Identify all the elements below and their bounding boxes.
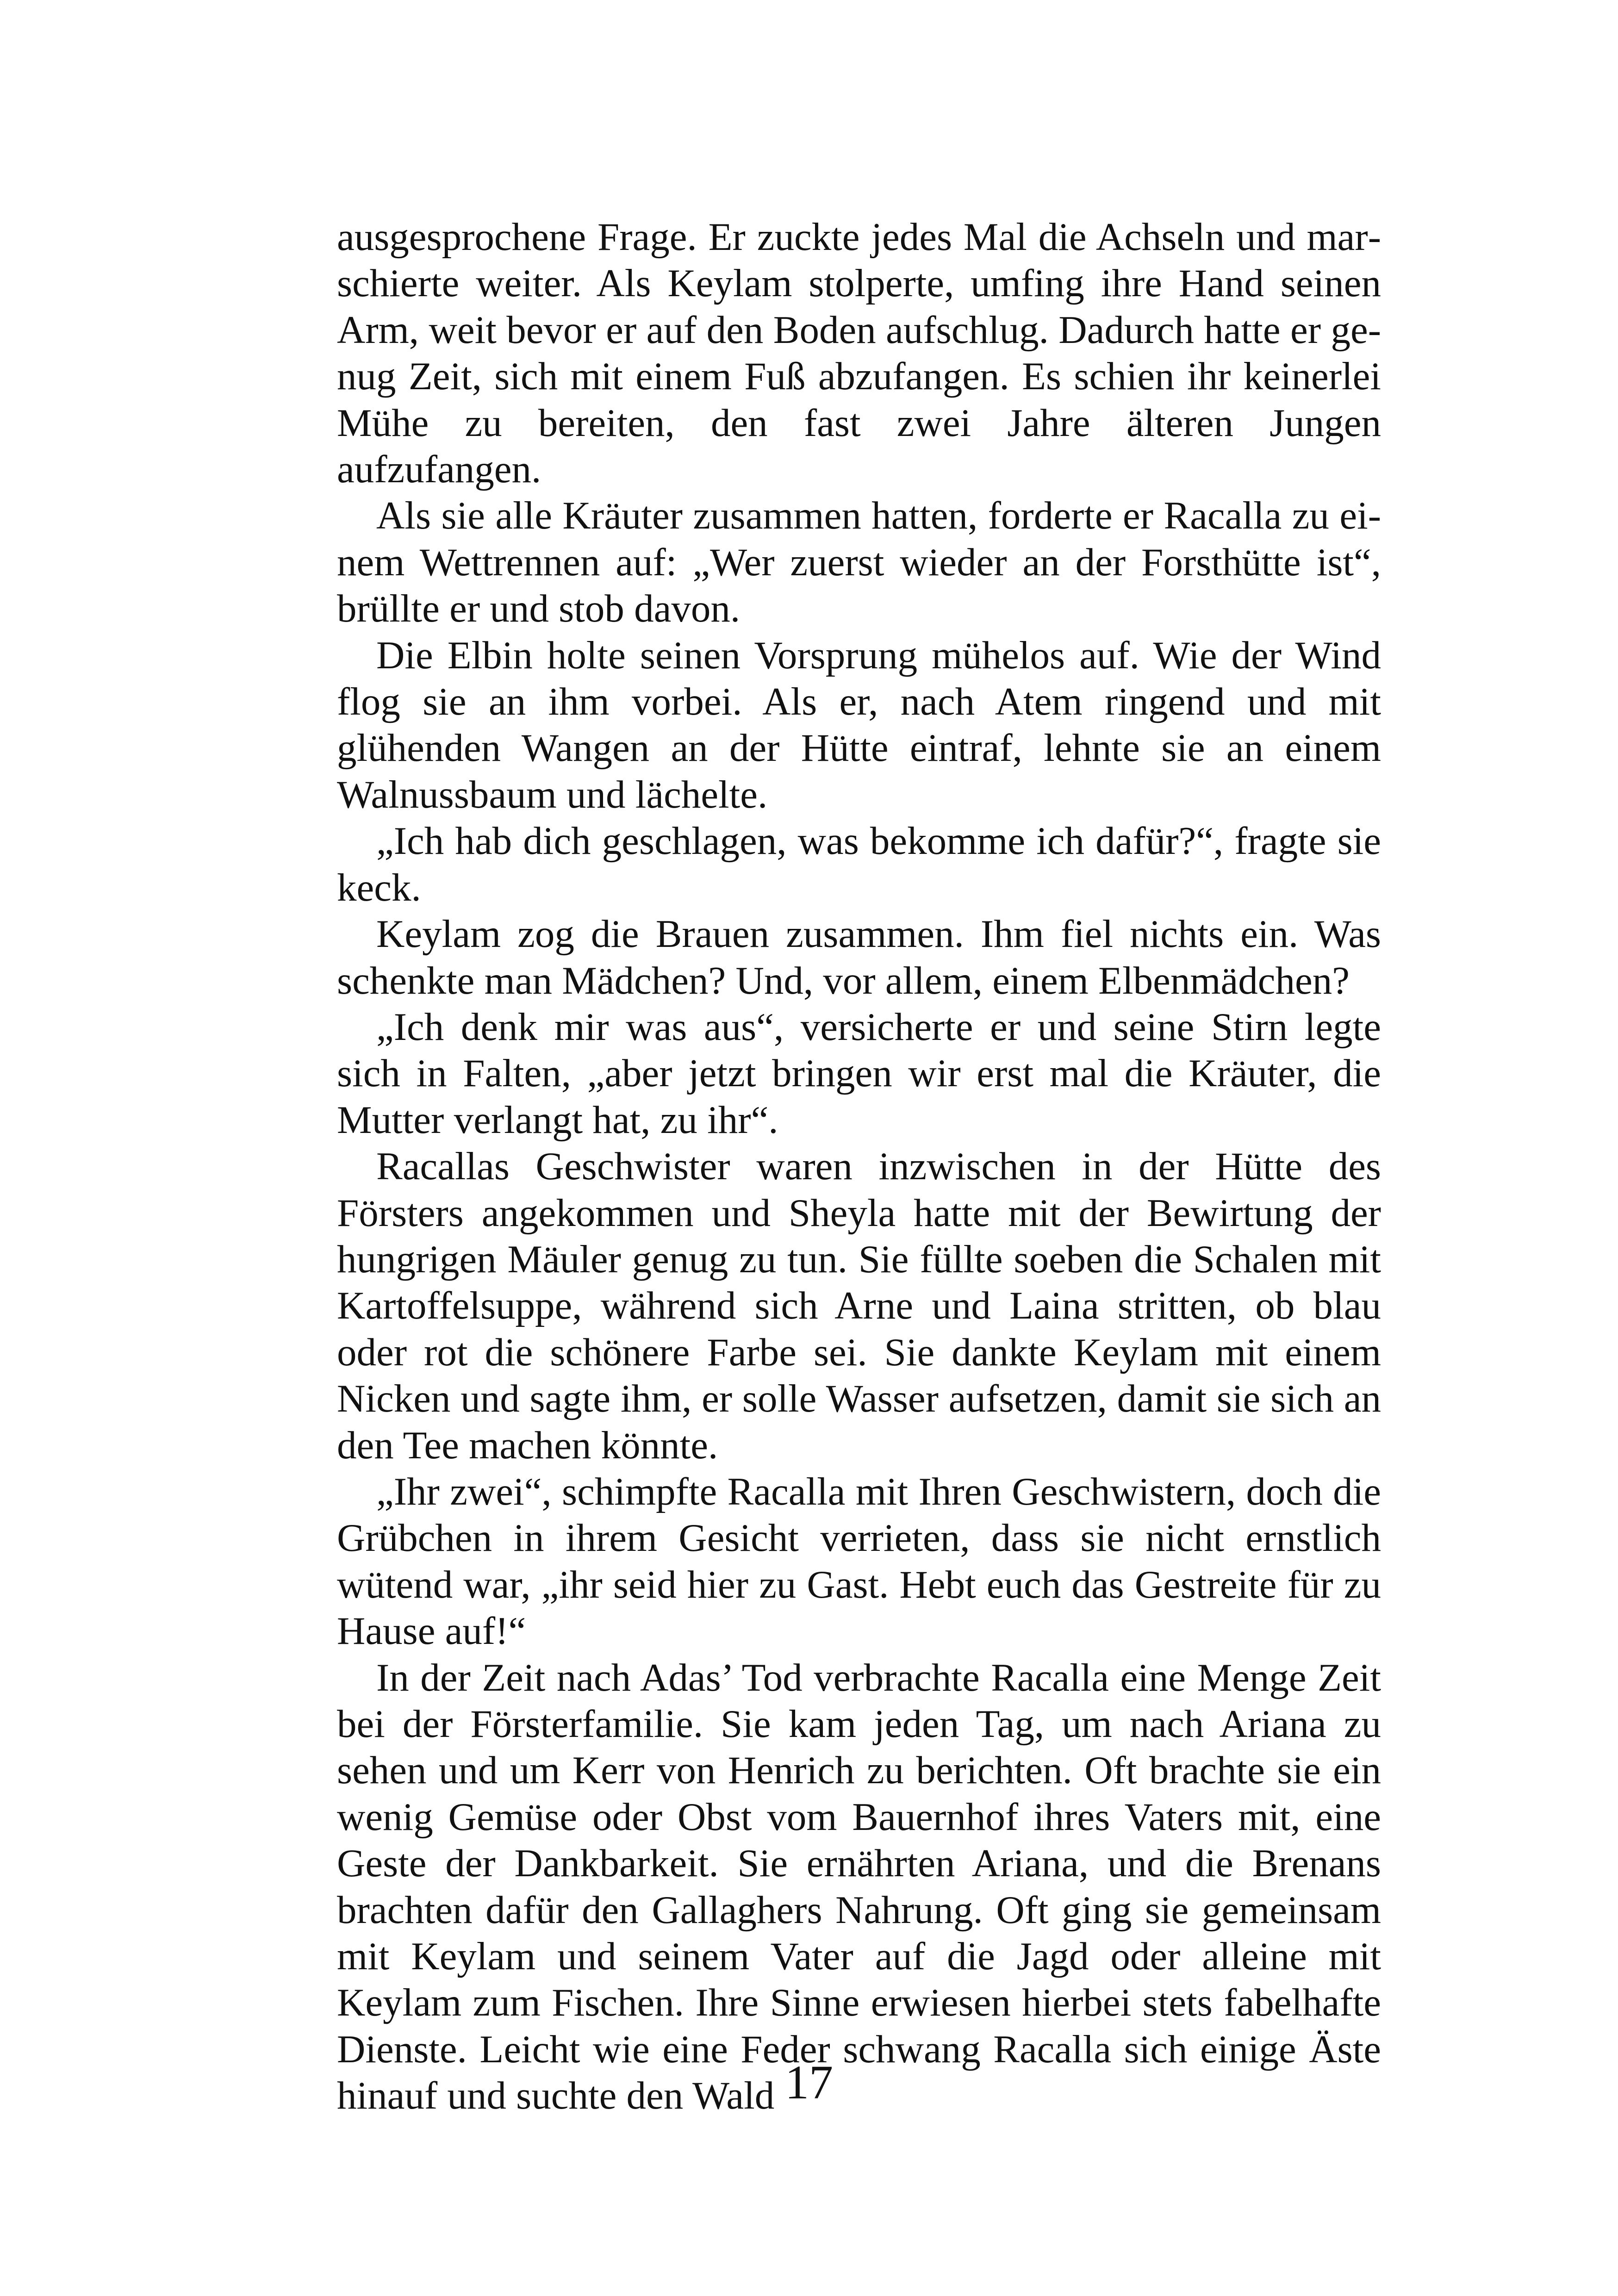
paragraph-continued: ausgesprochene Frage. Er zuckte jedes Mal die Achseln und marschierte weiter. Als Keylam stolperte, umfing ihre Hand seinen Arm, weit bevor er auf den Boden aufschlug. Dadurch hatte er genug Zeit, sich mit einem Fuß abzufangen. Es schien ihr keinerlei Mühe zu bereiten, den fast zwei Jahre älteren Jungen aufzufangen. (337, 215, 1381, 492)
paragraph: „Ihr zwei“, schimpfte Racalla mit Ihren Geschwistern, doch die Grübchen in ihrem Gesicht verrieten, dass sie nicht ernstlich wütend war, „ihr seid hier zu Gast. Hebt euch das Gestreite für zu Hause auf!“ (337, 1469, 1381, 1653)
paragraph: „Ich hab dich geschlagen, was bekomme ich dafür?“, fragte sie keck. (337, 819, 1381, 909)
body-text (337, 214, 1381, 2119)
paragraph: Racallas Geschwister waren inzwischen in der Hütte des Försters angekommen und Sheyla hatte mit der Bewirtung der hungrigen Mäuler genug zu tun. Sie füllte soeben die Schalen mit Kartoffelsuppe, während sich Arne und Laina stritten, ob blau oder rot die schönere Farbe sei. Sie dankte Keylam mit einem Nicken und sagte ihm, er solle Wasser aufsetzen, damit sie sich an den Tee machen könnte. (337, 1145, 1381, 1467)
paragraph: Als sie alle Kräuter zusammen hatten, forderte er Racalla zu einem Wettrennen auf: „Wer zuerst wieder an der Forsthütte ist“, brüllte er und stob davon. (337, 494, 1381, 631)
paragraph: In der Zeit nach Adas’ Tod verbrachte Racalla eine Menge Zeit bei der Försterfamilie. Sie kam jeden Tag, um nach Ariana zu sehen und um Kerr von Henrich zu berichten. Oft brachte sie ein wenig Gemüse oder Obst vom Bauernhof ihres Vaters mit, eine Geste der Dankbarkeit. Sie ernährten Ariana, und die Brenans brachten dafür den Gallaghers Nahrung. Oft ging sie gemeinsam mit Keylam und seinem Vater auf die Jagd oder alleine mit Keylam zum Fischen. Ihre Sinne erwiesen hierbei stets fabelhafte Dienste. Leicht wie eine Feder schwang Racalla sich einige Äste hinauf und suchte den Wald (337, 1655, 1381, 2118)
paragraph: Keylam zog die Brauen zusammen. Ihm fiel nichts ein. Was schenkte man Mädchen? Und, vor allem, einem Elbenmädchen? (337, 912, 1381, 1002)
paragraph: „Ich denk mir was aus“, versicherte er und seine Stirn legte sich in Falten, „aber jetzt bringen wir erst mal die Kräuter, die Mutter verlangt hat, zu ihr“. (337, 1005, 1381, 1142)
paragraph: Die Elbin holte seinen Vorsprung mühelos auf. Wie der Wind flog sie an ihm vorbei. Als er, nach Atem ringend und mit glühenden Wangen an der Hütte eintraf, lehnte sie an einem Walnussbaum und lächelte. (337, 633, 1381, 816)
page-number: 17 (785, 2056, 833, 2109)
